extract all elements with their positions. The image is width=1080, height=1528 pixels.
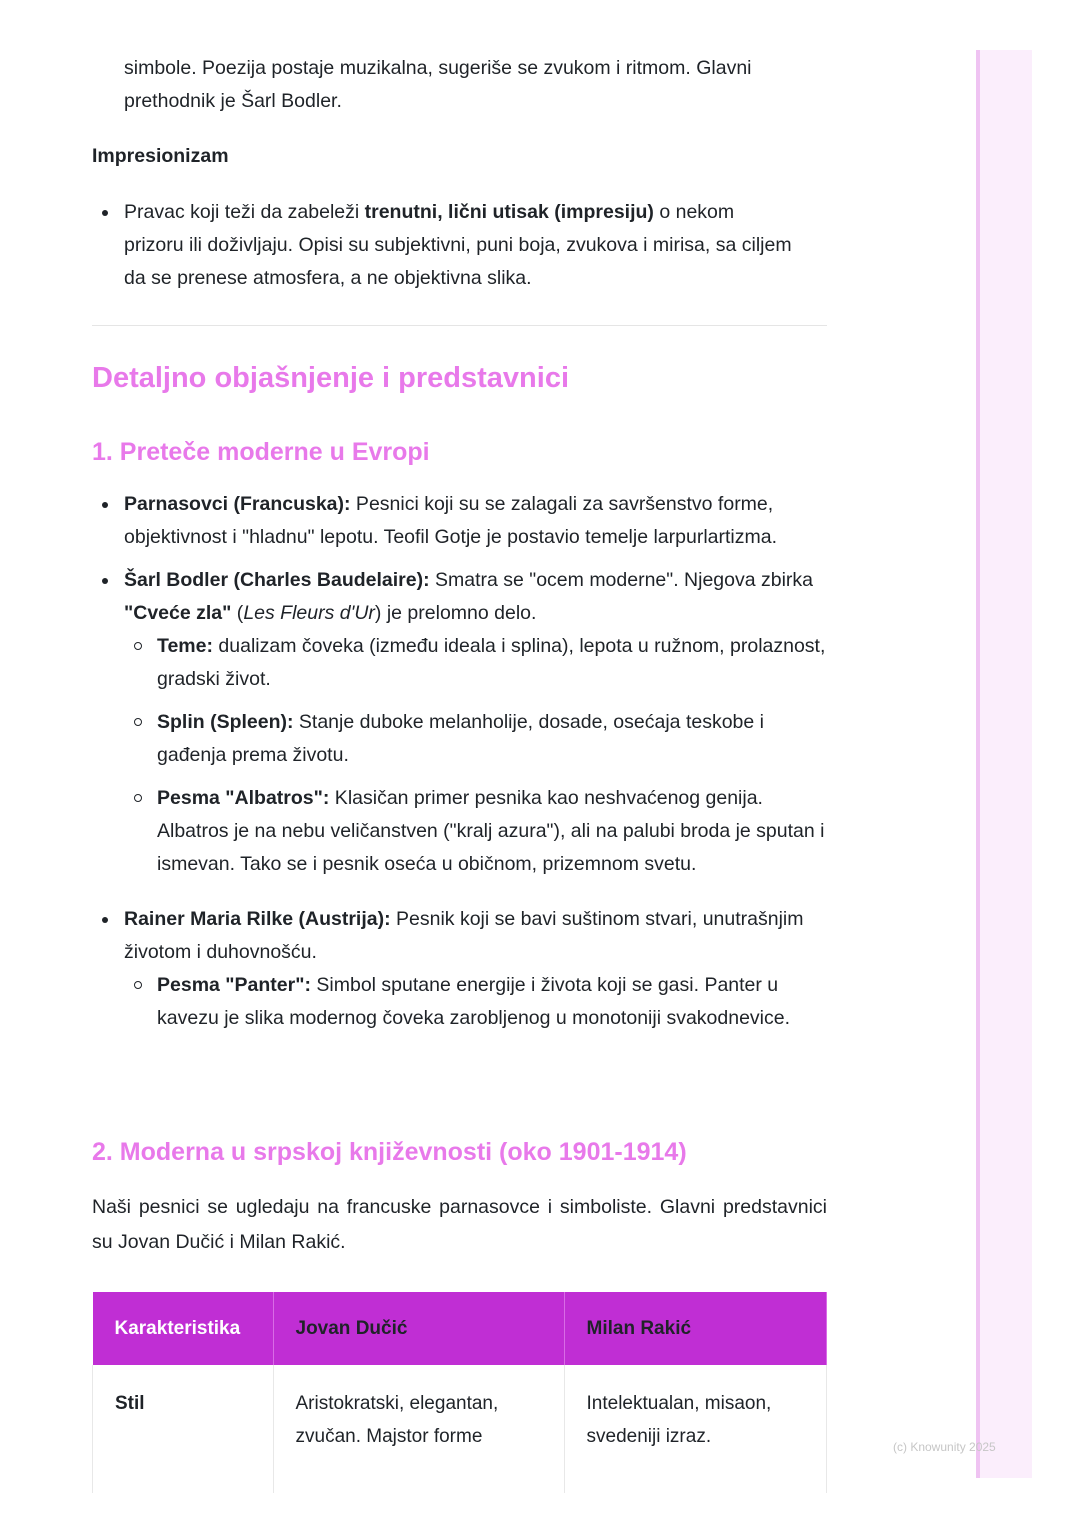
continuation-text: simbole. Poezija postaje muzikalna, sugeriše se zvukom i ritmom. Glavni prethodnik je Šarl Bodler.	[124, 57, 752, 112]
impresionizam-list	[92, 196, 792, 295]
subsection-title-1: 1. Preteče moderne u Evropi	[92, 438, 430, 466]
sublist-item-splin: Splin (Spleen): Stanje duboke melanholije, dosade, osećaja teskobe i gađenja prema životu.	[124, 706, 827, 772]
section-title: Detaljno objašnjenje i predstavnici	[92, 362, 570, 394]
rilke-sublist	[124, 969, 827, 1035]
list-item-parnasovci: Parnasovci (Francuska): Pesnici koji su se zalagali za savršenstvo forme, objektivnost i "hladnu" lepotu. Teofil Gotje je postavio temelje larpurlartizma.	[92, 488, 827, 554]
watermark: (c) Knowunity 2025	[893, 1440, 996, 1454]
divider	[92, 325, 827, 326]
list-item: Pravac koji teži da zabeleži trenutni, lični utisak (impresiju) o nekom prizoru ili doživljaju. Opisi su subjektivni, puni boja, zvukova i mirisa, sa ciljem da se prenese atmosfera, a ne objektivna slika.	[92, 196, 792, 295]
table-header-karakteristika: Karakteristika	[93, 1292, 274, 1365]
sublist-item-panter: Pesma "Panter": Simbol sputane energije i života koji se gasi. Panter u kavezu je slika modernog čoveka zarobljenog u monotoniji svakodnevice.	[124, 969, 827, 1035]
table-header-ducic: Jovan Dučić	[273, 1292, 564, 1365]
table-cell: Stil	[93, 1365, 274, 1493]
list-item-bodler: Šarl Bodler (Charles Baudelaire): Smatra se "ocem moderne". Njegova zbirka "Cveće zla" (Les Fleurs d'Ur) je prelomno delo. Teme: dualizam čoveka (između ideala i splina), lepota u ružnom, prolaznost, gradski život. Splin (Spleen): Stanje duboke melanholije, dosade, osećaja teskobe i gađenja prema životu. Pesma "Albatros": Klasičan primer pesnika kao neshvaćenog genija. Albatros je na nebu veličanstven ("kralj azura"), ali na palubi broda je sputan i ismevan. Tako se i pesnik oseća u običnom, prizemnom svetu.	[92, 564, 827, 881]
predecessors-list	[92, 488, 827, 1035]
comparison-table	[92, 1292, 827, 1493]
impresionizam-heading: Impresionizam	[92, 145, 229, 167]
table-cell: Intelektualan, misaon, svedeniji izraz.	[564, 1365, 827, 1493]
table-cell: Aristokratski, elegantan, zvučan. Majstor forme	[273, 1365, 564, 1493]
list-item-rilke: Rainer Maria Rilke (Austrija): Pesnik koji se bavi suštinom stvari, unutrašnjim životom i duhovnošću. Pesma "Panter": Simbol sputane energije i života koji se gasi. Panter u kavezu je slika modernog čoveka zarobljenog u monotoniji svakodnevice.	[92, 903, 827, 1035]
sublist-item-albatros: Pesma "Albatros": Klasičan primer pesnika kao neshvaćenog genija. Albatros je na nebu veličanstven ("kralj azura"), ali na palubi broda je sputan i ismevan. Tako se i pesnik oseća u običnom, prizemnom svetu.	[124, 782, 827, 881]
table-header-row	[93, 1292, 827, 1365]
sublist-item-teme: Teme: dualizam čoveka (između ideala i splina), lepota u ružnom, prolaznost, gradski život.	[124, 630, 827, 696]
table-row	[93, 1365, 827, 1493]
side-strip	[976, 50, 1032, 1478]
serbian-modern-paragraph: Naši pesnici se ugledaju na francuske parnasovce i simboliste. Glavni predstavnici su Jovan Dučić i Milan Rakić.	[92, 1196, 827, 1253]
subsection-title-2: 2. Moderna u srpskoj književnosti (oko 1901-1914)	[92, 1138, 687, 1166]
bodler-sublist	[124, 630, 827, 881]
table-header-rakic: Milan Rakić	[564, 1292, 827, 1365]
